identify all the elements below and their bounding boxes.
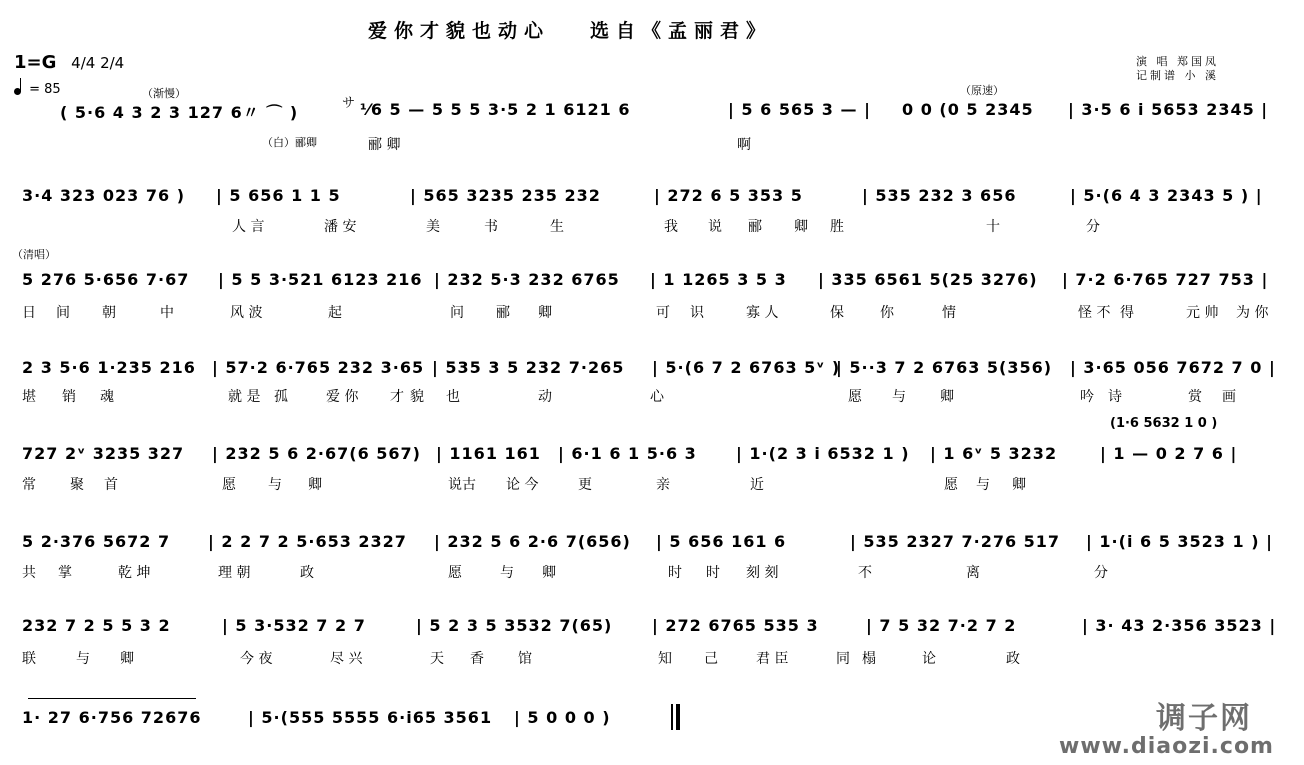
- lyric: 香: [470, 651, 484, 667]
- notes-segment: 3·4 323 023 76 ): [22, 186, 185, 205]
- lyric: 共: [22, 565, 36, 581]
- lyric: 情: [942, 305, 956, 321]
- lyric: 潘 安: [324, 219, 357, 235]
- lyric: 掌: [58, 565, 72, 581]
- lyric: 联: [22, 651, 36, 667]
- credits: [1136, 55, 1219, 83]
- notes-segment: ( 5·6 4 3 2 3 127 6〃 ⌒ ): [60, 103, 299, 122]
- lyric: 得: [1120, 305, 1134, 321]
- lyric: 愿: [944, 477, 958, 493]
- lyric: 论 今: [506, 477, 539, 493]
- lyric: 书: [484, 219, 498, 235]
- lyric: 可: [656, 305, 670, 321]
- notes-segment: | 7 5 32 7·2 7 2: [866, 616, 1017, 635]
- notes-segment: | 272 6 5 353 5: [654, 186, 803, 205]
- lyric: 吟: [1080, 389, 1094, 405]
- lyric: 赏: [1188, 389, 1202, 405]
- notes-segment: | 2 2 7 2 5·653 2327: [208, 532, 407, 551]
- lyric: 心: [650, 389, 664, 405]
- lyric: 亲: [656, 477, 670, 493]
- lyric: 风 波: [230, 305, 263, 321]
- lyric: 尽 兴: [330, 651, 363, 667]
- notes-segment: | 7·2 6·765 727 753 |: [1062, 270, 1269, 289]
- lyric: 愿: [222, 477, 236, 493]
- mark-qingchang: （清唱）: [12, 248, 56, 261]
- source-text: 选自《孟丽君》: [590, 20, 773, 42]
- mark-san: サ: [342, 96, 356, 111]
- lyric: 也: [446, 389, 460, 405]
- lyric: 为 你: [1236, 305, 1269, 321]
- notes-segment: | 1·(2 3 i 6532 1 ): [736, 444, 910, 463]
- lyric: 聚: [70, 477, 84, 493]
- notes-segment: 1· 27 6·756 72676: [22, 708, 202, 727]
- singer-credit: 演 唱 郑国凤: [1136, 55, 1219, 68]
- lyric: 动: [538, 389, 552, 405]
- notes-segment: | 6·1 6 1 5·6 3: [558, 444, 697, 463]
- lyric: 郦: [496, 305, 510, 321]
- notes-segment: | 1 — 0 2 7 6 |: [1100, 444, 1238, 463]
- lyric: 郦: [748, 219, 762, 235]
- notes-segment: | 5 656 1 1 5: [216, 186, 341, 205]
- notes-segment: | 5 5 3·521 6123 216: [218, 270, 423, 289]
- lyric: 人 言: [232, 219, 265, 235]
- lyric: 诗: [1108, 389, 1122, 405]
- lyric: 生: [550, 219, 564, 235]
- notes-segment: 232 7 2 5 5 3 2: [22, 616, 171, 635]
- notes-segment: | 1161 161: [436, 444, 541, 463]
- lyric: 政: [300, 565, 314, 581]
- notes-segment: | 535 232 3 656: [862, 186, 1017, 205]
- lyric: 与: [500, 565, 514, 581]
- lyric: 销: [62, 389, 76, 405]
- lyric: 说古: [448, 477, 476, 493]
- slur-line: [28, 698, 196, 699]
- final-barline: [676, 704, 680, 730]
- lyric: 爱 你: [326, 389, 359, 405]
- lyric: 离: [966, 565, 980, 581]
- notes-segment: | 5·(555 5555 6·i65 3561: [248, 708, 493, 727]
- lyric: 与: [76, 651, 90, 667]
- lyric: 说: [708, 219, 722, 235]
- notes-segment: 727 2ᵛ 3235 327: [22, 444, 185, 463]
- lyric: 首: [104, 477, 118, 493]
- lyric: 间: [56, 305, 70, 321]
- lyric: 馆: [518, 651, 532, 667]
- lyric: 乾 坤: [118, 565, 151, 581]
- notes-segment: | 335 6561 5(25 3276): [818, 270, 1038, 289]
- lyric: 理 朝: [218, 565, 251, 581]
- notes-segment: 5 2·376 5672 7: [22, 532, 171, 551]
- watermark-url: www.diaozi.com: [1059, 734, 1274, 759]
- lyric: 与: [892, 389, 906, 405]
- notes-segment: | 565 3235 235 232: [410, 186, 601, 205]
- lyric: 与: [268, 477, 282, 493]
- lyric: 卿: [542, 565, 556, 581]
- notes-segment: | 5 3·532 7 2 7: [222, 616, 366, 635]
- lyric: 知: [658, 651, 672, 667]
- lyric: 愿: [448, 565, 462, 581]
- key-text: 1=G: [14, 52, 57, 73]
- lyric: 你: [880, 305, 894, 321]
- notes-segment: | 272 6765 535 3: [652, 616, 819, 635]
- title-text: 爱你才貌也动心: [368, 20, 551, 42]
- notes-segment: | 57·2 6·765 232 3·65: [212, 358, 425, 377]
- notes-segment: | 5 0 0 0 ): [514, 708, 611, 727]
- lyric: 郦 卿: [368, 137, 401, 153]
- lyric: 更: [578, 477, 592, 493]
- lyric: 保: [830, 305, 844, 321]
- lyric: 卿: [940, 389, 954, 405]
- lyric: 朝: [102, 305, 116, 321]
- lyric: 就 是: [228, 389, 261, 405]
- lyric: 起: [328, 305, 342, 321]
- notes-segment: 0 0 (0 5 2345: [902, 100, 1034, 119]
- lyric: 孤: [274, 389, 288, 405]
- notes-segment: 5 276 5·656 7·67: [22, 270, 190, 289]
- tempo-marking: [14, 82, 61, 97]
- lyric: 寡 人: [746, 305, 779, 321]
- transcriber-credit: 记制谱 小 溪: [1136, 69, 1219, 82]
- lyric: 不: [858, 565, 872, 581]
- lyric: 常: [22, 477, 36, 493]
- mark-bai: （白）郦卿: [262, 136, 317, 149]
- quarter-note-icon: [14, 88, 21, 95]
- notes-segment: | 232 5 6 2·6 7(656): [434, 532, 631, 551]
- lyric: 怪 不: [1078, 305, 1111, 321]
- watermark-logo: 调子网: [1156, 701, 1252, 736]
- notes-segment: | 232 5 6 2·67(6 567): [212, 444, 421, 463]
- lyric: 胜: [830, 219, 844, 235]
- notes-segment: | 5 6 565 3 — |: [728, 100, 871, 119]
- lyric: 日: [22, 305, 36, 321]
- lyric: 今 夜: [240, 651, 273, 667]
- lyric: 啊: [737, 137, 751, 153]
- lyric: 近: [750, 477, 764, 493]
- lyric: 分: [1086, 219, 1100, 235]
- lyric: 榻: [862, 651, 876, 667]
- lyric: 时: [668, 565, 682, 581]
- lyric: 元 帅: [1186, 305, 1219, 321]
- lyric: 才: [390, 389, 404, 405]
- lyric: 时: [706, 565, 720, 581]
- final-barline-thin: [671, 704, 673, 730]
- lyric: 与: [976, 477, 990, 493]
- notes-segment: | 535 2327 7·276 517: [850, 532, 1061, 551]
- lyric: 貌: [410, 389, 424, 405]
- lyric: 论: [922, 651, 936, 667]
- notes-segment: | 232 5·3 232 6765: [434, 270, 620, 289]
- lyric: 刻 刻: [746, 565, 779, 581]
- notes-segment: | 5 2 3 5 3532 7(65): [416, 616, 613, 635]
- notes-segment: | 1·(i 6 5 3523 1 ) |: [1086, 532, 1273, 551]
- lyric: 问: [450, 305, 464, 321]
- notes-segment: 2 3 5·6 1·235 216: [22, 358, 196, 377]
- lyric: 魂: [100, 389, 114, 405]
- lyric: 十: [986, 219, 1000, 235]
- key-signature: [14, 52, 124, 73]
- notes-segment: | 3·5 6 i 5653 2345 |: [1068, 100, 1269, 119]
- notes-segment: | 535 3 5 232 7·265: [432, 358, 625, 377]
- lyric: 识: [690, 305, 704, 321]
- lyric: 中: [160, 305, 174, 321]
- lyric: 卿: [1012, 477, 1026, 493]
- lyric: 同: [836, 651, 850, 667]
- alternate-phrase: (1·6 5632 1 0 ): [1110, 416, 1218, 431]
- notes-segment: | 5 656 161 6: [656, 532, 787, 551]
- notes-segment: | 5··3 7 2 6763 5(356): [836, 358, 1053, 377]
- lyric: 画: [1222, 389, 1236, 405]
- lyric: 卿: [538, 305, 552, 321]
- lyric: 分: [1094, 565, 1108, 581]
- song-title: [368, 16, 772, 43]
- notes-segment: | 5·(6 4 3 2343 5 ) |: [1070, 186, 1263, 205]
- lyric: 君 臣: [756, 651, 789, 667]
- mark-yuansu: （原速）: [960, 84, 1004, 97]
- lyric: 己: [704, 651, 718, 667]
- lyric: 卿: [794, 219, 808, 235]
- lyric: 愿: [848, 389, 862, 405]
- lyric: 堪: [22, 389, 36, 405]
- lyric: 卿: [308, 477, 322, 493]
- lyric: 天: [430, 651, 444, 667]
- notes-segment: | 3· 43 2·356 3523 |: [1082, 616, 1277, 635]
- meter-text: 4/4 2/4: [71, 54, 125, 72]
- lyric: 我: [664, 219, 678, 235]
- notes-segment: | 3·65 056 7672 7 0 |: [1070, 358, 1276, 377]
- notes-segment: | 1 1265 3 5 3: [650, 270, 787, 289]
- notes-segment: | 1 6ᵛ 5 3232: [930, 444, 1058, 463]
- mark-jianman: （渐慢）: [142, 87, 186, 100]
- lyric: 政: [1006, 651, 1020, 667]
- lyric: 美: [426, 219, 440, 235]
- tempo-value: = 85: [29, 82, 61, 97]
- notes-segment: | 5·(6 7 2 6763 5ᵛ ): [652, 358, 841, 377]
- notes-segment: ⅟6 5 — 5 5 5 3·5 2 1 6121 6: [360, 100, 631, 119]
- lyric: 卿: [120, 651, 134, 667]
